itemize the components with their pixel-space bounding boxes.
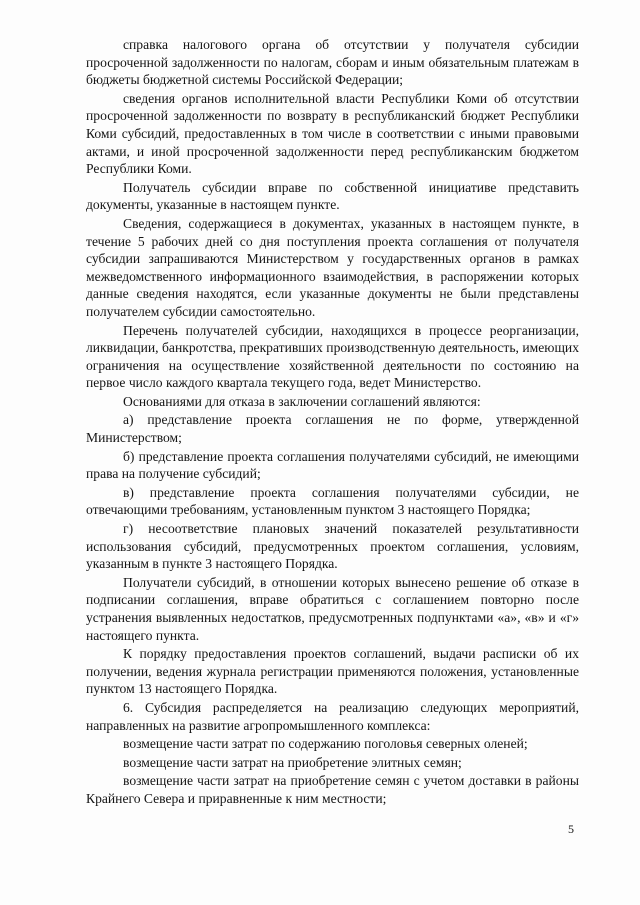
list-item-v: в) представление проекта соглашения получателями субсидии, не отвечающими требованиям, установленным пунктом 3 настоящего Порядка;	[86, 484, 579, 518]
list-item-a: а) представление проекта соглашения не по форме, утвержденной Министерством;	[86, 412, 579, 446]
list-item-g: г) несоответствие плановых значений показателей результативности использования субсидий, предусмотренных проектом соглашения, условиям, указанным в пункте 3 настоящего Порядка.	[86, 521, 579, 572]
paragraph-section-6: 6. Субсидия распределяется на реализацию следующих мероприятий, направленных на развитие агропромышленного комплекса:	[86, 699, 579, 733]
list-item-b: б) представление проекта соглашения получателями субсидий, не имеющими права на получение субсидий;	[86, 448, 579, 482]
paragraph-own-initiative: Получатель субсидии вправе по собственной инициативе представить документы, указанные в настоящем пункте.	[86, 179, 579, 213]
list-item-reindeer: возмещение части затрат по содержанию поголовья северных оленей;	[123, 736, 528, 752]
page-number: 5	[568, 822, 574, 836]
paragraph-refusal-grounds: Основаниями для отказа в заключении соглашений являются:	[123, 393, 481, 409]
paragraph-interagency-request: Сведения, содержащиеся в документах, указанных в настоящем пункте, в течение 5 рабочих дней со дня поступления проекта соглашения от получателя субсидии запрашиваются Министерством у государственных органов в рамках межведомственного информационного взаимодействия, в распоряжении которых данные сведения находятся, если указанные документы не были представлены получателем субсидии самостоятельно.	[86, 215, 579, 319]
list-item-seed-delivery: возмещение части затрат на приобретение семян с учетом доставки в районы Крайнего Севера и приравненные к ним местности;	[86, 773, 579, 806]
paragraph-reapply: Получатели субсидий, в отношении которых вынесено решение об отказе в подписании соглашения, вправе обратиться с соглашением повторно после устранения выявленных недостатков, предусмотренных подпунктами «а», «в» и «г» настоящего пункта.	[86, 574, 579, 643]
paragraph-procedure: К порядку предоставления проектов соглашений, выдачи расписки об их получении, ведения журнала регистрации применяются положения, установленные пунктом 13 настоящего Порядка.	[86, 646, 579, 697]
list-item-elite-seeds: возмещение части затрат на приобретение элитных семян;	[123, 754, 462, 770]
paragraph-recipients-list: Перечень получателей субсидии, находящихся в процессе реорганизации, ликвидации, банкротства, прекративших производственную деятельность, имеющих ограничения на осуществление хозяйственной деятельности по состоянию на первое число каждого квартала текущего года, ведет Министерство.	[86, 322, 579, 391]
paragraph-executive-info: сведения органов исполнительной власти Республики Коми об отсутствии просроченной задолженности по возврату в республиканский бюджет Республики Коми субсидий, предоставленных в том числе в соответствии с иными правовыми актами, и иной просроченной задолженности перед республиканским бюджетом Республики Коми.	[86, 90, 579, 177]
document-body	[86, 36, 579, 809]
paragraph-tax-certificate: справка налогового органа об отсутствии у получателя субсидии просроченной задолженности по налогам, сборам и иным обязательным платежам в бюджеты бюджетной системы Российской Федерации;	[86, 37, 579, 88]
